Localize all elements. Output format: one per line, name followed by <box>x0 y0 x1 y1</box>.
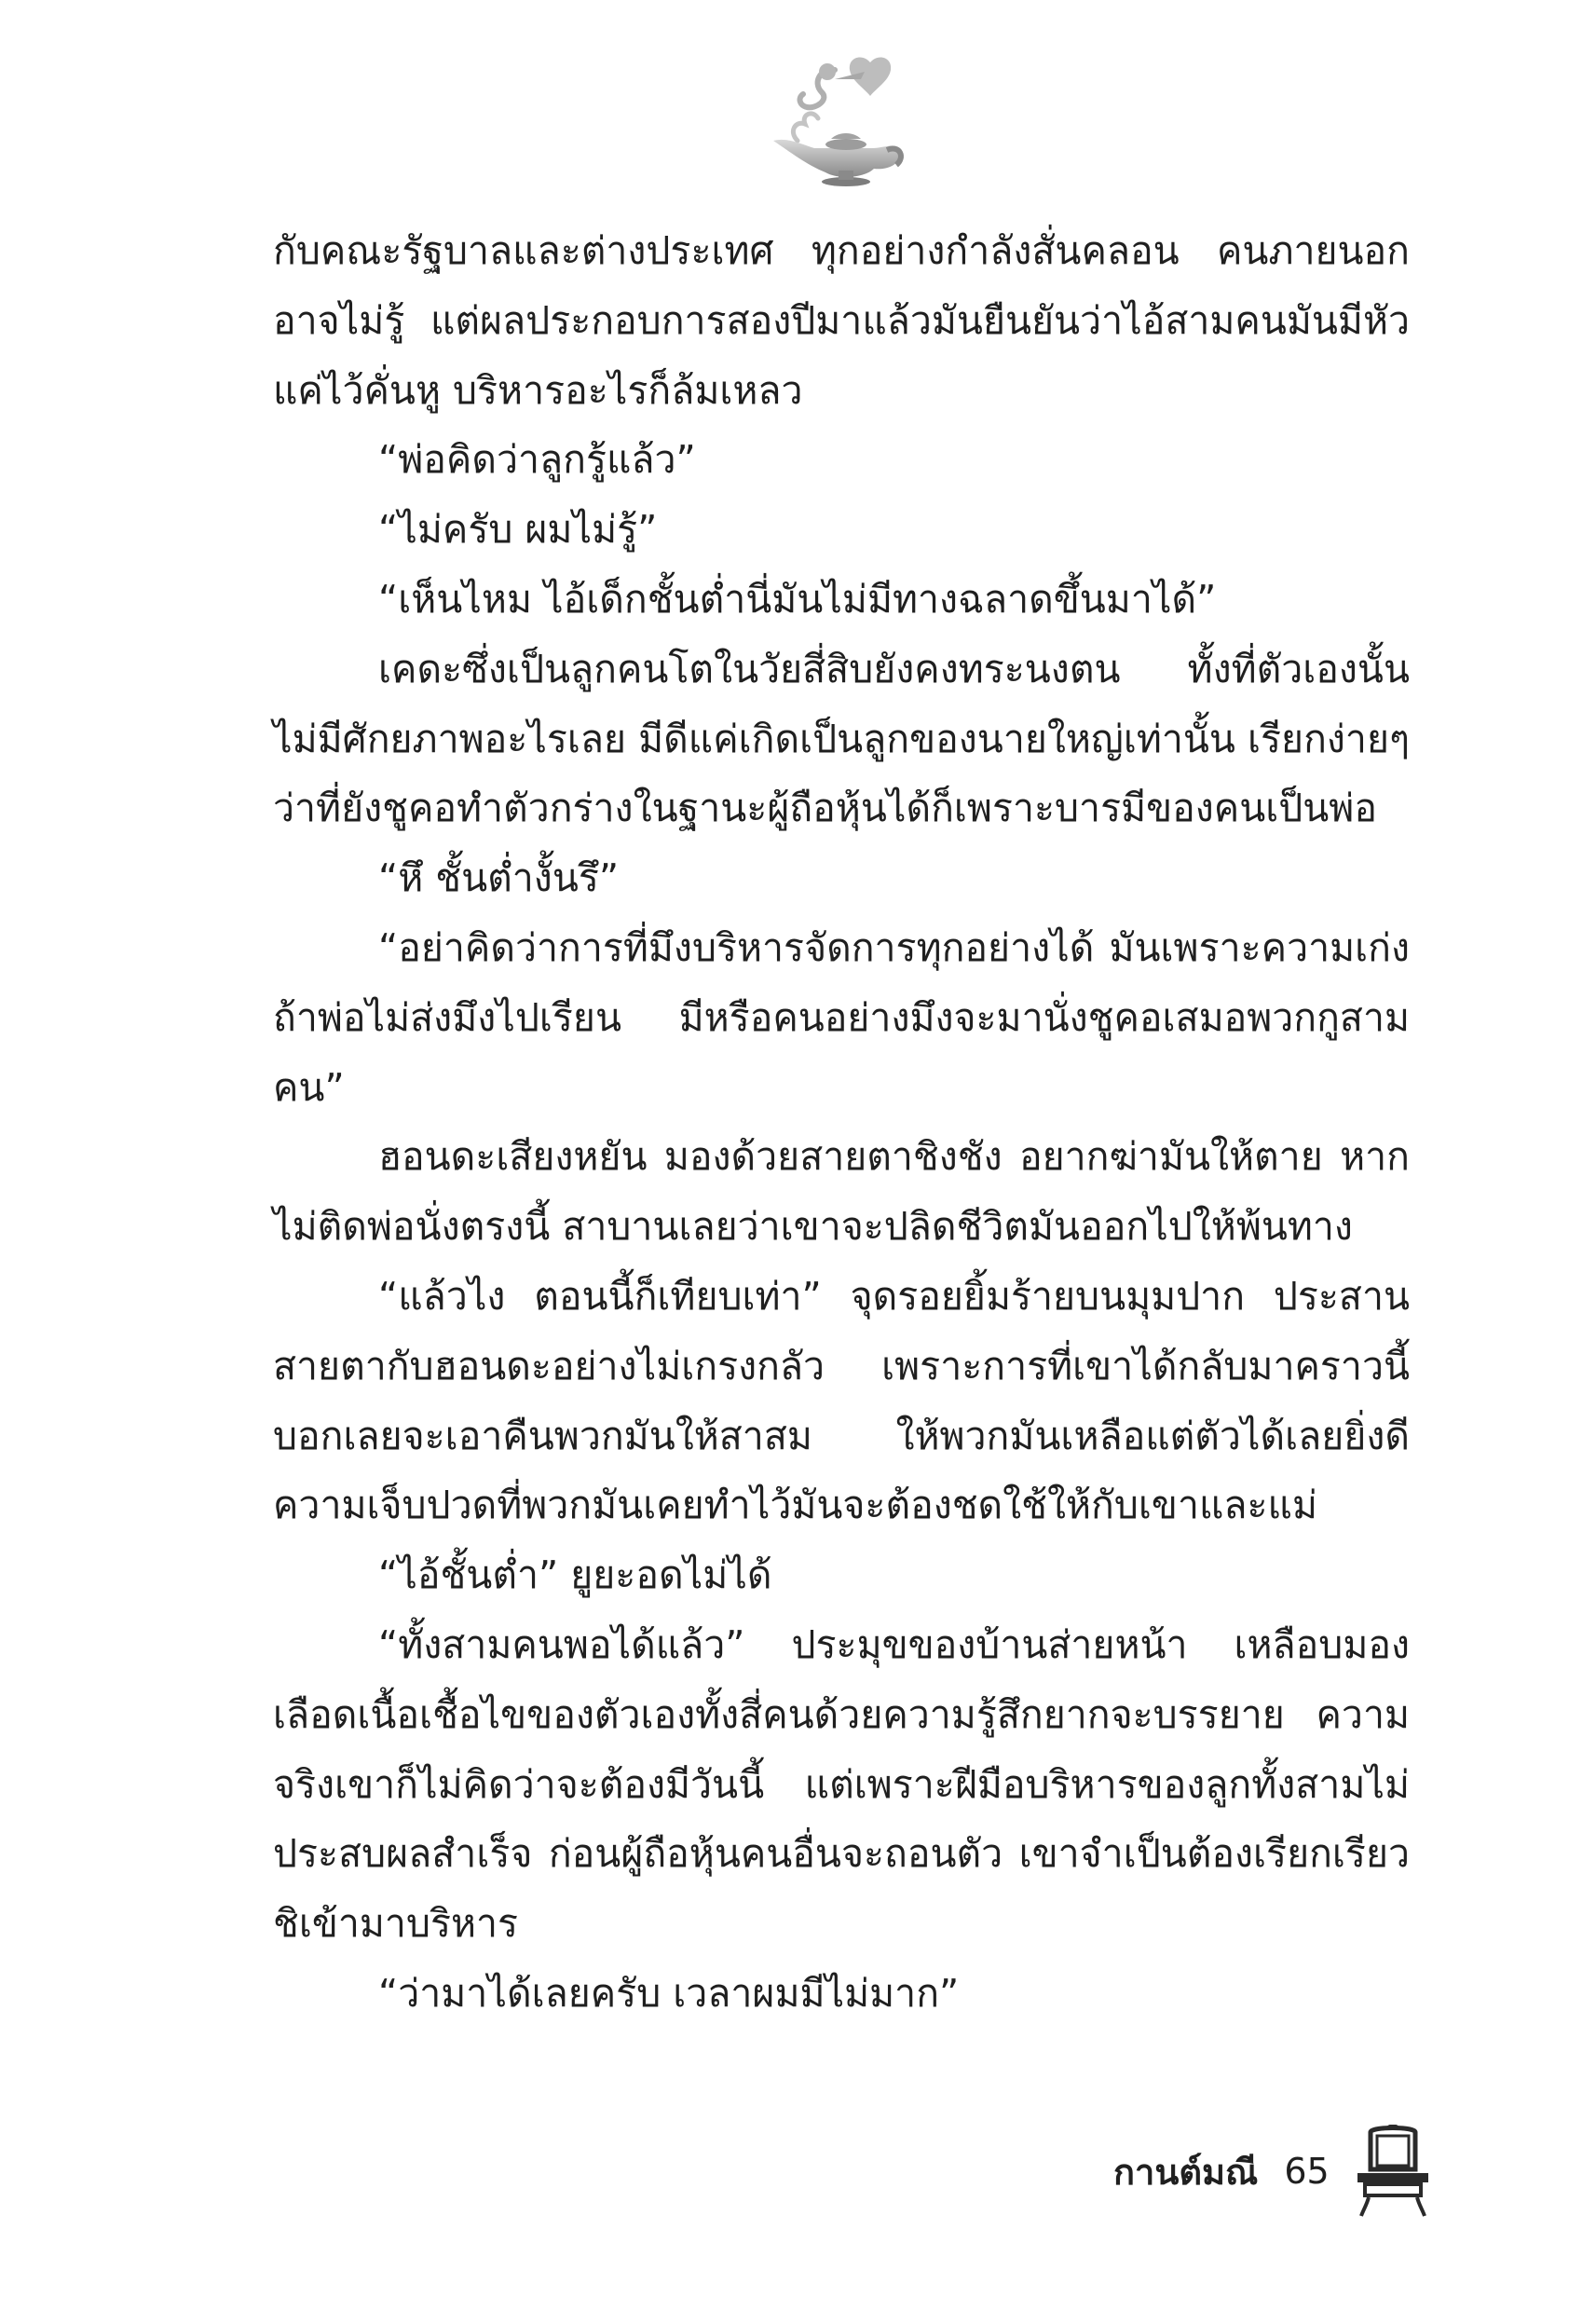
page-number: 65 <box>1284 2151 1330 2192</box>
paragraph: เคดะซึ่งเป็นลูกคนโตในวัยสี่สิบยังคงทระนงตน ทั้งที่ตัวเองนั้นไม่มีศักยภาพอะไรเลย มีดีแค่เกิดเป็นลูกของนายใหญ่เท่านั้น เรียกง่ายๆ ว่าที่ยังชูคอทำตัวกร่างในฐานะผู้ถือหุ้นได้ก็เพราะบารมีของคนเป็นพ่อ <box>273 646 1410 831</box>
body-text <box>273 216 1410 2029</box>
paragraph: “ว่ามาได้เลยครับ เวลาผมมีไม่มาก” <box>378 1970 960 2016</box>
paragraph: “ทั้งสามคนพอได้แล้ว” ประมุขของบ้านส่ายหน้า เหลือบมองเลือดเนื้อเชื้อไขของตัวเองทั้งสี่คนด้วยความรู้สึกยากจะบรรยาย ความจริงเขาก็ไม่คิดว่าจะต้องมีวันนี้ แต่เพราะฝีมือบริหารของลูกทั้งสามไม่ประสบผลสำเร็จ ก่อนผู้ถือหุ้นคนอื่นจะถอนตัว เขาจำเป็นต้องเรียกเรียวชิเข้ามาบริหาร <box>273 1621 1410 1947</box>
paragraph: “ไอ้ชั้นต่ำ” ยูยะอดไม่ได้ <box>378 1552 772 1598</box>
paragraph: “พ่อคิดว่าลูกรู้แล้ว” <box>378 437 696 483</box>
paragraph: กับคณะรัฐบาลและต่างประเทศ ทุกอย่างกำลังสั่นคลอน คนภายนอกอาจไม่รู้ แต่ผลประกอบการสองปีมาแล้วมันยืนยันว่าไอ้สามคนมันมีหัวแค่ไว้คั่นหู บริหารอะไรก็ล้มเหลว <box>273 228 1410 413</box>
vanity-mirror-ornament-icon <box>1352 2125 1434 2218</box>
paragraph: ฮอนดะเสียงหยัน มองด้วยสายตาชิงชัง อยากฆ่ามันให้ตาย หากไม่ติดพ่อนั่งตรงนี้ สาบานเลยว่าเขาจะปลิดชีวิตมันออกไปให้พ้นทาง <box>273 1134 1410 1250</box>
paragraph: “เห็นไหม ไอ้เด็กชั้นต่ำนี่มันไม่มีทางฉลาดขึ้นมาได้” <box>378 576 1217 622</box>
genie-lamp-ornament-icon <box>760 51 909 191</box>
paragraph: “ไม่ครับ ผมไม่รู้” <box>378 507 658 553</box>
book-title: กานต์มณี <box>1113 2151 1259 2193</box>
paragraph: “อย่าคิดว่าการที่มึงบริหารจัดการทุกอย่างได้ มันเพราะความเก่ง ถ้าพ่อไม่ส่งมึงไปเรียน มีหรือคนอย่างมึงจะมานั่งชูคอเสมอพวกกูสามคน” <box>273 924 1410 1110</box>
page-footer <box>1113 2129 1434 2213</box>
paragraph: “แล้วไง ตอนนี้ก็เทียบเท่า” จุดรอยยิ้มร้ายบนมุมปาก ประสานสายตากับฮอนดะอย่างไม่เกรงกลัว เพราะการที่เขาได้กลับมาคราวนี้บอกเลยจะเอาคืนพวกมันให้สาสม ให้พวกมันเหลือแต่ตัวได้เลยยิ่งดี ความเจ็บปวดที่พวกมันเคยทำไว้มันจะต้องชดใช้ให้กับเขาและแม่ <box>273 1273 1410 1528</box>
paragraph: “หึ ชั้นต่ำงั้นรึ” <box>378 855 620 901</box>
